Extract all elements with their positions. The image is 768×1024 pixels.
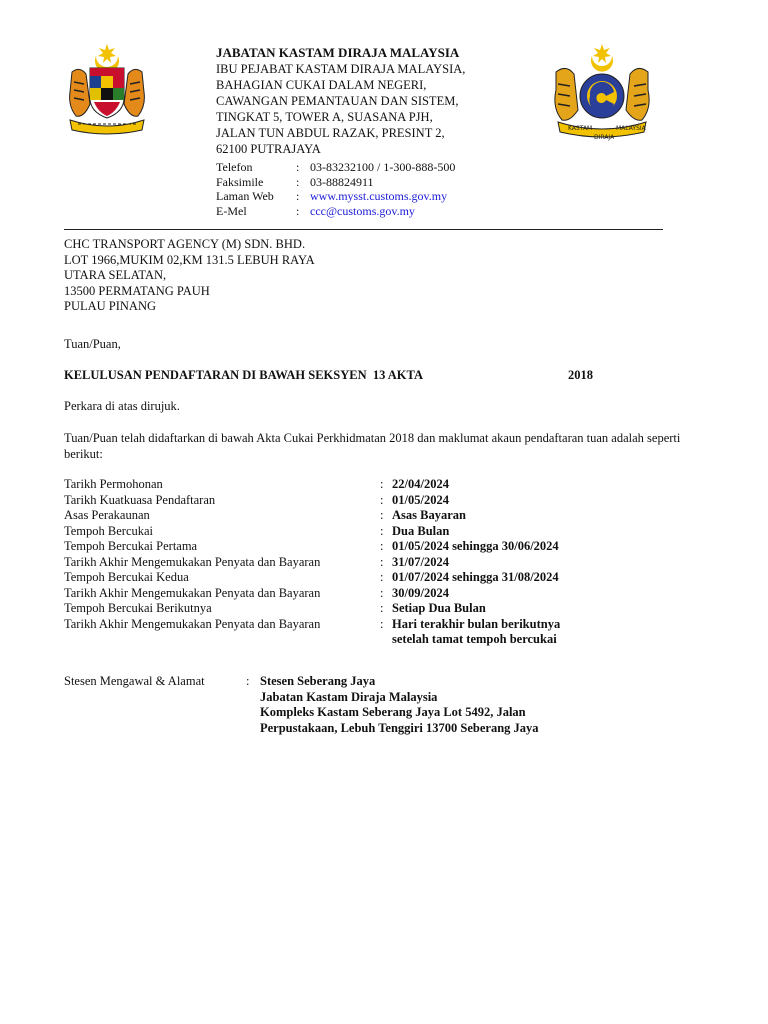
detail-row [64, 586, 684, 602]
contact-row-email [216, 204, 455, 219]
contact-row-phone [216, 160, 455, 175]
detail-value: 22/04/2024 [392, 477, 449, 491]
station-line: Stesen Seberang Jaya [260, 674, 376, 688]
recipient-line: UTARA SELATAN, [64, 268, 167, 282]
colon: : [380, 508, 384, 522]
detail-value: 31/07/2024 [392, 554, 449, 569]
detail-label: Tarikh Akhir Mengemukakan Penyata dan Bayaran [64, 616, 321, 631]
registration-details [64, 477, 684, 648]
colon: : [296, 160, 300, 174]
colon: : [296, 174, 300, 189]
detail-value: Hari terakhir bulan berikutnya setelah tamat tempoh bercukai [392, 616, 561, 646]
phone-value: 03-83232100 / 1-300-888-500 [310, 160, 456, 174]
station-label: Stesen Mengawal & Alamat [64, 674, 205, 688]
detail-label: Tarikh Kuatkuasa Pendaftaran [64, 492, 216, 507]
colon: : [380, 554, 384, 569]
contact-label: Laman Web [216, 189, 274, 203]
fax-value: 03-88824911 [310, 174, 374, 189]
detail-value: 01/07/2024 sehingga 31/08/2024 [392, 570, 559, 584]
station-row [64, 674, 684, 736]
detail-label: Tempoh Bercukai Kedua [64, 570, 189, 584]
contact-label: Faksimile [216, 174, 264, 189]
detail-row [64, 601, 684, 617]
station-line: Perpustakaan, Lebuh Tenggiri 13700 Seberang Jaya [260, 720, 539, 735]
recipient-line: LOT 1966,MUKIM 02,KM 131.5 LEBUH RAYA [64, 252, 315, 267]
colon: : [380, 477, 384, 491]
subject-heading: KELULUSAN PENDAFTARAN DI BAWAH SEKSYEN 13 AKTA [64, 368, 423, 382]
salutation: Tuan/Puan, [64, 337, 121, 351]
colon: : [380, 523, 384, 538]
colon: : [380, 616, 384, 631]
recipient-address [64, 237, 315, 315]
emblem-text: KASTAM [568, 125, 593, 132]
detail-value: Setiap Dua Bulan [392, 601, 486, 615]
malaysia-coat-of-arms-icon [66, 42, 148, 138]
contact-row-website [216, 189, 455, 204]
detail-row [64, 539, 684, 555]
contact-details [216, 160, 455, 218]
contact-label: Telefon [216, 160, 253, 174]
colon: : [380, 601, 384, 615]
address-line: JALAN TUN ABDUL RAZAK, PRESINT 2, [216, 126, 445, 140]
detail-label: Tempoh Bercukai Berikutnya [64, 601, 212, 615]
colon: : [380, 492, 384, 507]
detail-row [64, 508, 684, 524]
recipient-line: 13500 PERMATANG PAUH [64, 283, 210, 298]
organization-name: JABATAN KASTAM DIRAJA MALAYSIA [216, 45, 460, 60]
colon: : [380, 585, 384, 600]
contact-label: E-Mel [216, 203, 247, 218]
detail-label: Tarikh Akhir Mengemukakan Penyata dan Bayaran [64, 585, 321, 600]
controlling-station [64, 674, 684, 736]
emblem-text: MALAYSIA [616, 125, 646, 132]
recipient-line: CHC TRANSPORT AGENCY (M) SDN. BHD. [64, 237, 306, 251]
colon: : [296, 203, 300, 218]
contact-row-fax [216, 175, 455, 190]
website-link[interactable]: www.mysst.customs.gov.my [310, 189, 448, 203]
station-address [260, 674, 539, 736]
intro-paragraph: Tuan/Puan telah didaftarkan di bawah Akta Cukai Perkhidmatan 2018 dan maklumat akaun pendaftaran tuan adalah seperti berikut: [64, 431, 681, 461]
detail-value: 01/05/2024 sehingga 30/06/2024 [392, 539, 559, 553]
detail-label: Tarikh Permohonan [64, 477, 163, 491]
detail-row [64, 524, 684, 540]
emblem-text: DIRAJA [594, 134, 615, 141]
colon: : [380, 570, 384, 584]
detail-value: Asas Bayaran [392, 508, 466, 522]
reference-line: Perkara di atas dirujuk. [64, 399, 180, 413]
email-link[interactable]: ccc@customs.gov.my [310, 203, 415, 218]
detail-label: Asas Perakaunan [64, 508, 150, 522]
detail-label: Tempoh Bercukai Pertama [64, 539, 198, 553]
detail-row [64, 555, 684, 571]
subject-year: 2018 [568, 368, 593, 382]
detail-row [64, 617, 684, 648]
address-line: BAHAGIAN CUKAI DALAM NEGERI, [216, 78, 427, 92]
detail-row [64, 493, 684, 509]
detail-label: Tarikh Akhir Mengemukakan Penyata dan Bayaran [64, 554, 321, 569]
address-line: IBU PEJABAT KASTAM DIRAJA MALAYSIA, [216, 62, 466, 76]
station-line: Kompleks Kastam Seberang Jaya Lot 5492, Jalan [260, 705, 526, 719]
detail-value: Dua Bulan [392, 523, 450, 538]
address-line: 62100 PUTRAJAYA [216, 142, 321, 156]
colon: : [246, 674, 250, 688]
header-divider [64, 229, 663, 230]
station-line: Jabatan Kastam Diraja Malaysia [260, 689, 438, 704]
detail-value: 30/09/2024 [392, 585, 449, 600]
letterhead-address [216, 45, 546, 157]
colon: : [380, 539, 384, 553]
address-line: CAWANGAN PEMANTAUAN DAN SISTEM, [216, 94, 459, 108]
royal-customs-emblem-icon [550, 42, 654, 146]
colon: : [296, 189, 300, 203]
detail-label: Tempoh Bercukai [64, 523, 154, 538]
detail-row [64, 570, 684, 586]
recipient-line: PULAU PINANG [64, 299, 157, 313]
detail-row [64, 477, 684, 493]
address-line: TINGKAT 5, TOWER A, SUASANA PJH, [216, 110, 433, 124]
detail-value: 01/05/2024 [392, 492, 449, 507]
